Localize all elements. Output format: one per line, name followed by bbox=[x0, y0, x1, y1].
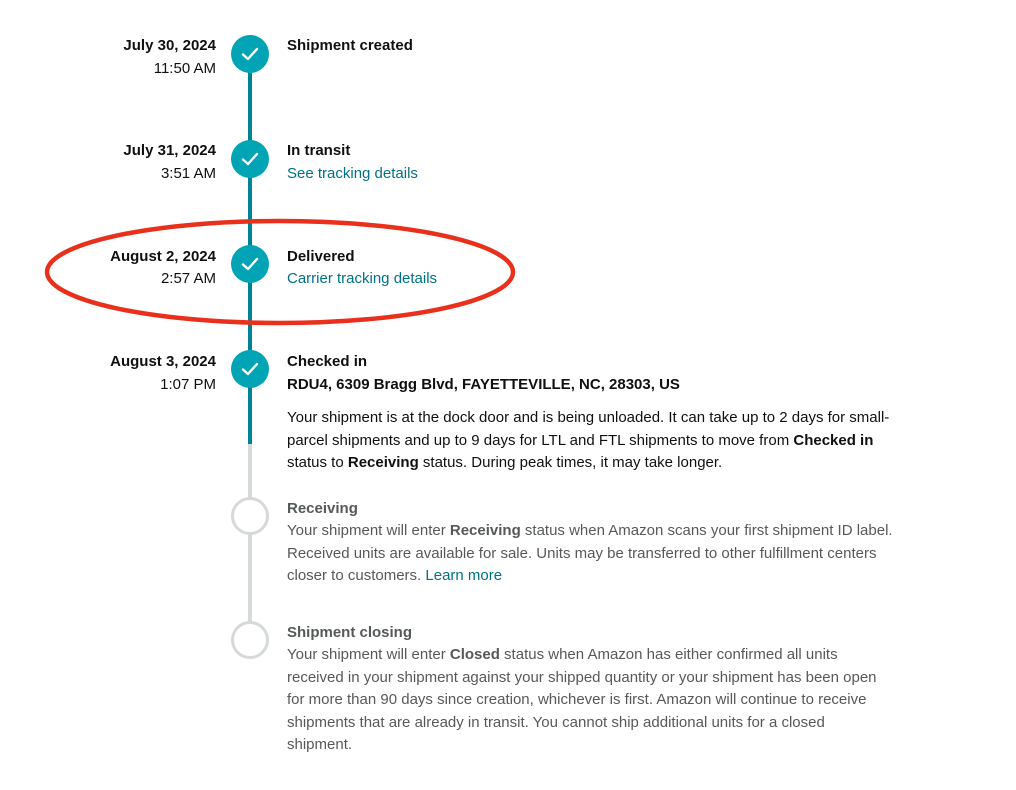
step-title: Shipment closing bbox=[287, 624, 413, 641]
empty-circle-icon bbox=[231, 497, 269, 535]
step-date: August 3, 2024 bbox=[110, 353, 216, 370]
description-line: received in your shipment against your shipped quantity or your shipment has been open bbox=[287, 668, 877, 686]
step-title: Checked in bbox=[287, 353, 368, 370]
description-line: closer to customers. Learn more bbox=[287, 567, 503, 585]
description-line: for more than 90 days since creation, whichever is first. Amazon will continue to receive bbox=[287, 691, 867, 709]
checkmark-icon bbox=[231, 245, 269, 283]
description-line: Your shipment will enter Closed status when Amazon has either confirmed all units bbox=[287, 646, 838, 663]
learn-more-link[interactable]: Learn more bbox=[425, 567, 503, 585]
checkmark-icon bbox=[231, 350, 269, 388]
description-line: shipment. bbox=[287, 736, 353, 754]
step-description bbox=[287, 644, 947, 757]
step-title: In transit bbox=[287, 142, 351, 159]
step-title: Receiving bbox=[287, 500, 358, 517]
description-line: Your shipment is at the dock door and is being unloaded. It can take up to 2 days for small- bbox=[287, 409, 890, 426]
description-line: parcel shipments and up to 9 days for LTL and FTL shipments to move from Checked in bbox=[287, 431, 874, 449]
step-date: July 31, 2024 bbox=[123, 142, 216, 159]
description-line: Received units are available for sale. Units may be transferred to other fulfillment centers bbox=[287, 544, 877, 562]
description-line: status to Receiving status. During peak times, it may take longer. bbox=[287, 454, 723, 472]
step-date: August 2, 2024 bbox=[110, 248, 216, 265]
step-time: 11:50 AM bbox=[153, 60, 216, 77]
carrier-tracking-details-link[interactable]: Carrier tracking details bbox=[287, 270, 438, 287]
description-line: Your shipment will enter Receiving status when Amazon scans your first shipment ID label. bbox=[287, 522, 893, 539]
highlight-ellipse-annotation bbox=[44, 218, 516, 326]
empty-circle-icon bbox=[231, 621, 269, 659]
step-description bbox=[287, 520, 947, 588]
checkmark-icon bbox=[231, 140, 269, 178]
see-tracking-details-link[interactable]: See tracking details bbox=[287, 165, 418, 182]
step-time: 3:51 AM bbox=[160, 165, 216, 182]
step-description bbox=[287, 407, 947, 475]
step-date: July 30, 2024 bbox=[123, 37, 216, 54]
fulfillment-center-address: RDU4, 6309 Bragg Blvd, FAYETTEVILLE, NC, 28303, US bbox=[287, 376, 680, 393]
step-time: 1:07 PM bbox=[160, 376, 216, 393]
description-line: shipments that are already in transit. You cannot ship additional units for a closed bbox=[287, 713, 825, 731]
step-title: Shipment created bbox=[287, 37, 413, 54]
step-title: Delivered bbox=[287, 248, 355, 265]
step-time: 2:57 AM bbox=[160, 270, 216, 287]
checkmark-icon bbox=[231, 35, 269, 73]
